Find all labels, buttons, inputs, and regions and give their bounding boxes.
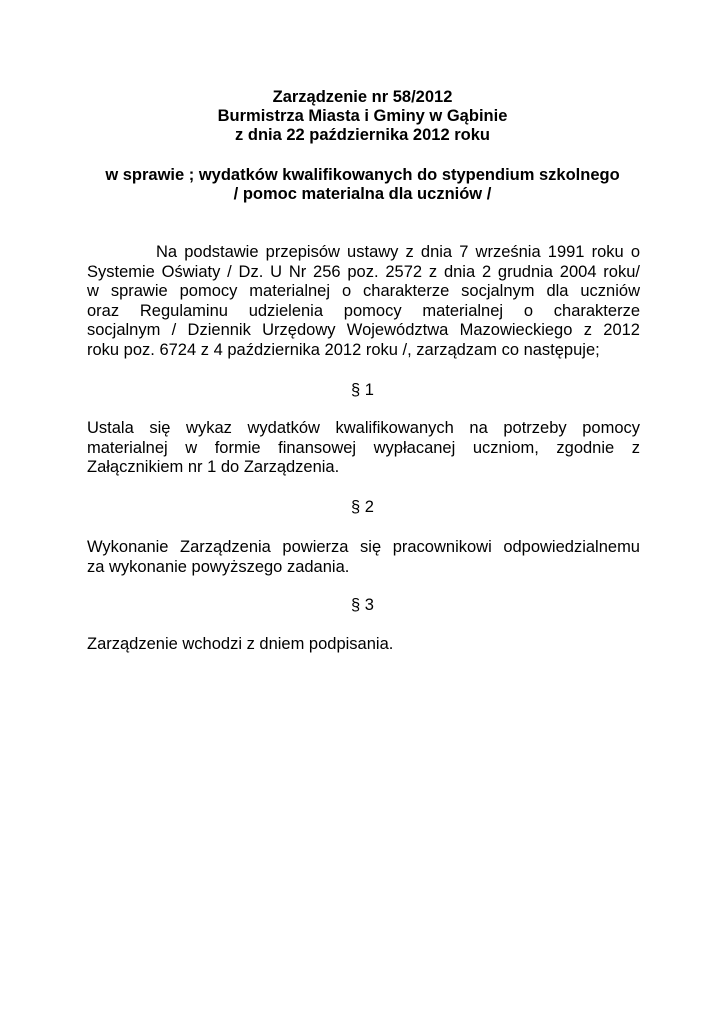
preamble-line: w sprawie pomocy materialnej o charakterze socjalnym dla uczniów <box>87 282 640 300</box>
section-1-paragraph <box>87 419 640 478</box>
subject-line-1: w sprawie ; wydatków kwalifikowanych do stypendium szkolnego <box>105 166 620 184</box>
preamble-line: roku poz. 6724 z 4 października 2012 roku /, zarządzam co następuje; <box>87 340 600 359</box>
preamble-line: oraz Regulaminu udzielenia pomocy materialnej o charakterze <box>87 301 640 320</box>
section-2-line: za wykonanie powyższego zadania. <box>87 557 350 576</box>
section-2-marker: § 2 <box>351 498 374 516</box>
title-line-1: Zarządzenie nr 58/2012 <box>272 88 453 106</box>
section-1-marker: § 1 <box>351 381 374 399</box>
section-3-marker: § 3 <box>351 596 374 614</box>
section-3-line: Zarządzenie wchodzi z dniem podpisania. <box>87 635 394 653</box>
preamble-line: Systemie Oświaty / Dz. U Nr 256 poz. 2572 z dnia 2 grudnia 2004 roku/ <box>87 262 640 281</box>
subject-line-2: / pomoc materialna dla uczniów / <box>233 185 492 203</box>
preamble-line: socjalnym / Dziennik Urzędowy Województwa Mazowieckiego z 2012 <box>87 321 640 339</box>
preamble-paragraph <box>87 243 640 360</box>
document-subject <box>0 166 725 204</box>
section-1-line: materialnej w formie finansowej wypłacanej uczniom, zgodnie z <box>87 438 640 457</box>
section-3-paragraph <box>87 635 640 655</box>
document-title <box>0 88 725 145</box>
title-line-3: z dnia 22 października 2012 roku <box>235 126 490 144</box>
section-1-line: Załącznikiem nr 1 do Zarządzenia. <box>87 458 340 476</box>
preamble-line: Na podstawie przepisów ustawy z dnia 7 września 1991 roku o <box>156 243 640 261</box>
section-1-line: Ustala się wykaz wydatków kwalifikowanych na potrzeby pomocy <box>87 419 640 437</box>
section-2-paragraph <box>87 538 640 577</box>
section-2-line: Wykonanie Zarządzenia powierza się pracownikowi odpowiedzialnemu <box>87 538 640 556</box>
title-line-2: Burmistrza Miasta i Gminy w Gąbinie <box>217 107 508 125</box>
